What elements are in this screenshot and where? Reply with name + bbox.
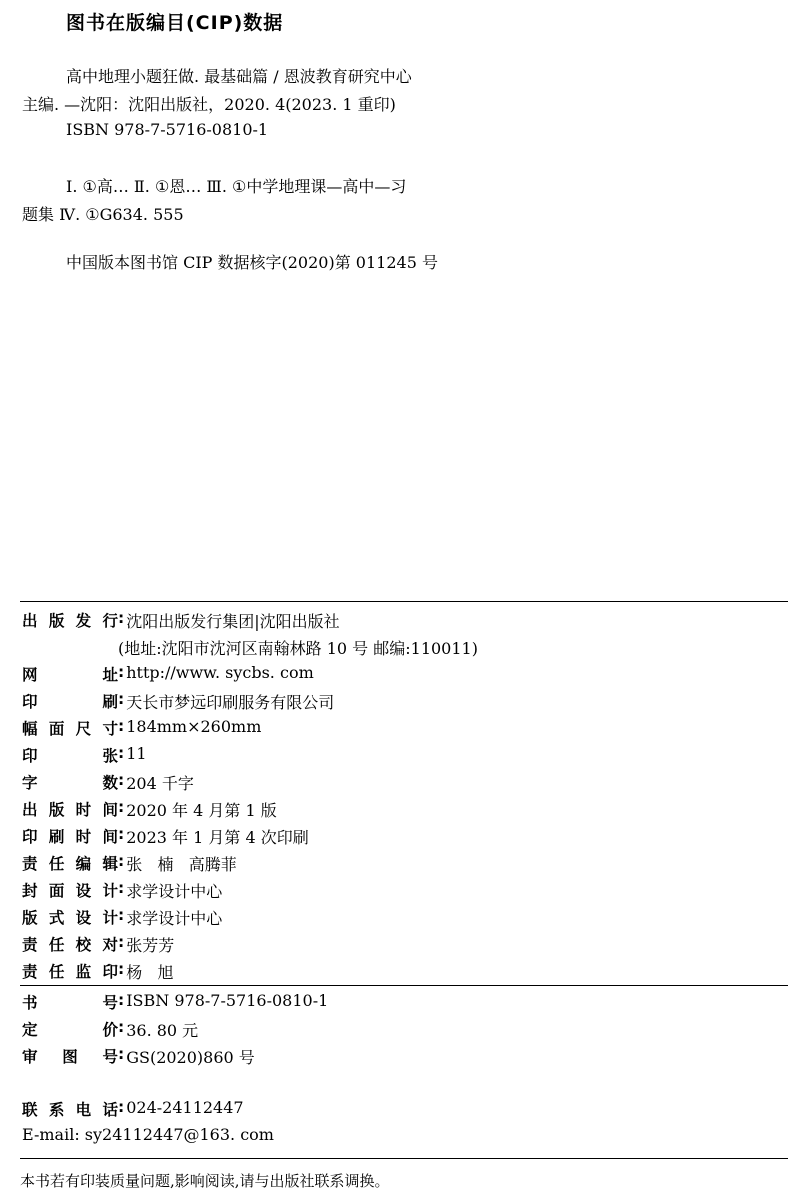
info-publisher: 出版发行 : 沈阳出版发行集团|沈阳出版社 (22, 609, 340, 631)
info-label: 字数 (22, 774, 118, 792)
book-label: 审图号 (22, 1048, 118, 1066)
info-value: 杨 旭 (126, 963, 174, 982)
info-label: 责任监印 (22, 963, 118, 981)
info-label: 封面设计 (22, 882, 118, 900)
info-address: (地址:沈阳市沈河区南翰林路 10 号 邮编:110011) (118, 639, 478, 658)
info-value: 张芳芳 (126, 936, 175, 955)
info-label: 出版发行 (22, 612, 118, 630)
info-supervise: 责任监印 : 杨 旭 (22, 960, 174, 982)
book-value: 36. 80 元 (126, 1021, 199, 1040)
info-label: 出版时间 (22, 801, 118, 819)
info-value: 204 千字 (126, 774, 194, 793)
cip-line-1: 高中地理小题狂做. 最基础篇 / 恩波教育研究中心 (66, 67, 412, 86)
book-map-number: 审图号 : GS(2020)860 号 (22, 1045, 255, 1067)
info-label: 幅面尺寸 (22, 720, 118, 738)
cip-title: 图书在版编目(CIP)数据 (66, 12, 284, 34)
info-printer: 印刷 : 天长市梦远印刷服务有限公司 (22, 690, 335, 712)
info-value: 天长市梦远印刷服务有限公司 (126, 693, 335, 712)
divider-bottom (20, 1158, 788, 1159)
info-words: 字数 : 204 千字 (22, 771, 194, 793)
divider-top (20, 601, 788, 602)
book-value: ISBN 978-7-5716-0810-1 (126, 991, 329, 1010)
contact-label: 联系电话 (22, 1101, 118, 1119)
cip-line-3: ISBN 978-7-5716-0810-1 (66, 120, 269, 139)
info-proof: 责任校对 : 张芳芳 (22, 933, 175, 955)
contact-phone: 联系电话 : 024-24112447 (22, 1098, 244, 1119)
info-pub-date: 出版时间 : 2020 年 4 月第 1 版 (22, 798, 277, 820)
info-value: 沈阳出版发行集团|沈阳出版社 (126, 612, 340, 631)
info-value: 11 (126, 744, 147, 763)
cip-line-2: 主编. —沈阳：沈阳出版社，2020. 4(2023. 1 重印) (22, 95, 396, 114)
contact-value: 024-24112447 (126, 1098, 244, 1117)
divider-middle (20, 985, 788, 986)
info-label: 责任校对 (22, 936, 118, 954)
info-sheets: 印张 : 11 (22, 744, 147, 765)
info-value: 2023 年 1 月第 4 次印刷 (126, 828, 309, 847)
info-print-date: 印刷时间 : 2023 年 1 月第 4 次印刷 (22, 825, 309, 847)
info-value: 张 楠 高腾菲 (126, 855, 237, 874)
info-label: 印刷时间 (22, 828, 118, 846)
book-label: 书号 (22, 994, 118, 1012)
info-label: 版式设计 (22, 909, 118, 927)
info-label: 网址 (22, 666, 118, 684)
info-value: 184mm×260mm (126, 717, 262, 736)
info-layout: 版式设计 : 求学设计中心 (22, 906, 223, 928)
info-value: 求学设计中心 (126, 909, 223, 928)
book-value: GS(2020)860 号 (126, 1048, 255, 1067)
book-price: 定价 : 36. 80 元 (22, 1018, 199, 1040)
info-label: 印张 (22, 747, 118, 765)
info-label: 印刷 (22, 693, 118, 711)
book-isbn: 书号 : ISBN 978-7-5716-0810-1 (22, 991, 329, 1012)
cip-line-5: 题集 Ⅳ. ①G634. 555 (22, 205, 184, 224)
cip-line-4: Ⅰ. ①高… Ⅱ. ①恩… Ⅲ. ①中学地理课—高中—习 (66, 177, 407, 196)
info-cover: 封面设计 : 求学设计中心 (22, 879, 223, 901)
info-editor: 责任编辑 : 张 楠 高腾菲 (22, 852, 237, 874)
contact-email: E-mail: sy24112447@163. com (22, 1125, 274, 1144)
book-label: 定价 (22, 1021, 118, 1039)
info-value: 求学设计中心 (126, 882, 223, 901)
info-size: 幅面尺寸 : 184mm×260mm (22, 717, 262, 738)
info-label: 责任编辑 (22, 855, 118, 873)
info-value: 2020 年 4 月第 1 版 (126, 801, 277, 820)
info-website: 网址 : http://www. sycbs. com (22, 663, 314, 684)
footer-note: 本书若有印装质量问题,影响阅读,请与出版社联系调换。 (20, 1172, 390, 1190)
cip-line-6: 中国版本图书馆 CIP 数据核字(2020)第 011245 号 (66, 253, 438, 272)
info-value: http://www. sycbs. com (126, 663, 314, 682)
